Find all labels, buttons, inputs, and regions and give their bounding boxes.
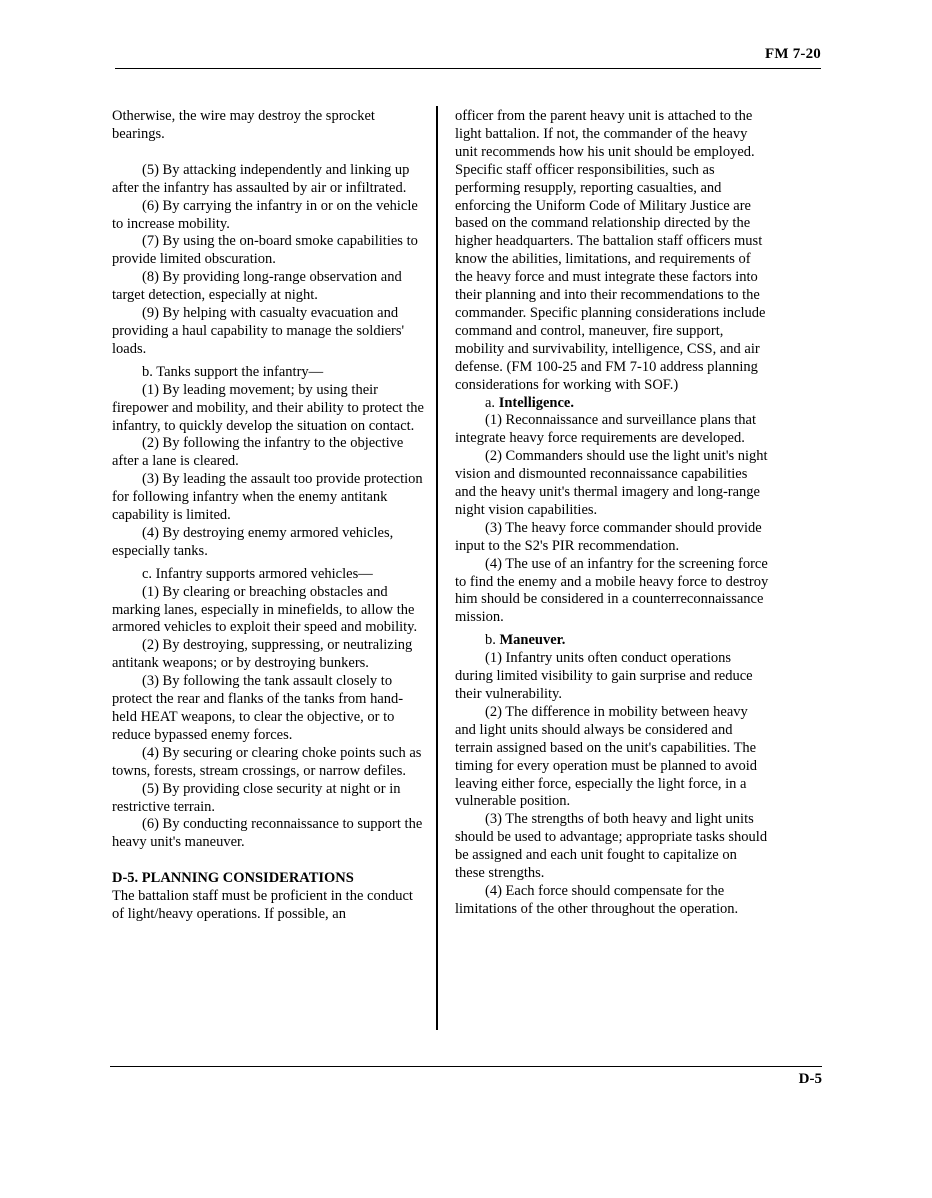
paragraph: (6) By conducting reconnaissance to support the heavy unit's maneuver. bbox=[112, 816, 423, 851]
paragraph: (1) By clearing or breaching obstacles and marking lanes, especially in minefields, to allow the armored vehicles to exploit their speed and mobility. bbox=[112, 583, 418, 636]
page-header bbox=[115, 44, 821, 69]
paragraph: (6) By carrying the infantry in or on the vehicle to increase mobility. bbox=[112, 197, 418, 232]
paragraph: (1) Reconnaissance and surveillance plans that integrate heavy force requirements are developed. bbox=[455, 412, 756, 447]
paragraph: Otherwise, the wire may destroy the sprocket bearings. bbox=[112, 108, 375, 142]
paragraph: (3) The strengths of both heavy and light units should be used to advantage; appropriate tasks should be assigned and each unit fought to capitalize on these strengths. bbox=[455, 811, 768, 882]
paragraph: (4) By securing or clearing choke points such as towns, forests, stream crossings, or narrow defiles. bbox=[112, 744, 422, 779]
paragraph: (4) By destroying enemy armored vehicles, especially tanks. bbox=[112, 524, 394, 559]
document-id: FM 7-20 bbox=[765, 46, 821, 62]
subsection-label: a. bbox=[485, 394, 499, 411]
subsection-title: Maneuver. bbox=[499, 632, 566, 649]
paragraph: (1) Infantry units often conduct operations during limited visibility to gain surprise and reduce their vulnerability. bbox=[455, 650, 753, 702]
paragraph: (2) Commanders should use the light unit's night vision and dismounted reconnaissance capabilities and the heavy unit's thermal imagery and long-range night vision capabilities. bbox=[455, 448, 768, 518]
paragraph: (3) The heavy force commander should provide input to the S2's PIR recommendation. bbox=[455, 519, 762, 554]
paragraph: (4) The use of an infantry for the screening force to find the enemy and a mobile heavy force to destroy him should be considered in a counterreconnaissance mission. bbox=[455, 555, 769, 626]
paragraph: (2) The difference in mobility between heavy and light units should always be considered and terrain assigned based on the unit's capabilities. The timing for every operation must be planned to avoid leaving either force, especially the light force, in a vulnerable position. bbox=[455, 703, 758, 810]
paragraph: The battalion staff must be proficient in the conduct of light/heavy operations. If possible, an bbox=[112, 888, 413, 923]
paragraph: (2) By destroying, suppressing, or neutralizing antitank weapons; or by destroying bunkers. bbox=[112, 637, 413, 672]
paragraph: (4) Each force should compensate for the limitations of the other throughout the operation. bbox=[455, 882, 739, 917]
section-heading: D-5. PLANNING CONSIDERATIONS bbox=[112, 870, 354, 887]
subsection-heading-intelligence bbox=[455, 395, 769, 413]
paragraph: (5) By attacking independently and linking up after the infantry has assaulted by air or infiltrated. bbox=[112, 161, 410, 196]
paragraph: (3) By following the tank assault closely to protect the rear and flanks of the tanks from hand-held HEAT weapons, to clear the objective, or to reduce bypassed enemy forces. bbox=[112, 673, 404, 743]
paragraph: (5) By providing close security at night or in restrictive terrain. bbox=[112, 780, 401, 815]
right-column bbox=[455, 108, 769, 919]
subsection-c-intro: c. Infantry supports armored vehicles— bbox=[142, 565, 373, 582]
paragraph: (3) By leading the assault too provide protection for following infantry when the enemy antitank capability is limited. bbox=[112, 471, 423, 524]
subsection-label: b. bbox=[485, 632, 500, 649]
page-number: D-5 bbox=[798, 1071, 822, 1087]
left-column bbox=[112, 108, 426, 924]
subsection-heading-maneuver bbox=[455, 632, 769, 650]
paragraph: (9) By helping with casualty evacuation and providing a haul capability to manage the soldiers' loads. bbox=[112, 305, 405, 357]
subsection-title: Intelligence. bbox=[498, 394, 574, 411]
subsection-b-intro: b. Tanks support the infantry— bbox=[142, 363, 324, 380]
paragraph: (8) By providing long-range observation and target detection, especially at night. bbox=[112, 269, 402, 304]
paragraph: (1) By leading movement; by using their firepower and mobility, and their ability to protect the infantry, to quickly develop the situation on contact. bbox=[112, 381, 424, 434]
column-divider bbox=[436, 106, 438, 1030]
paragraph: (2) By following the infantry to the objective after a lane is cleared. bbox=[112, 435, 404, 470]
paragraph: (7) By using the on-board smoke capabilities to provide limited obscuration. bbox=[112, 233, 418, 268]
paragraph: officer from the parent heavy unit is attached to the light battalion. If not, the commander of the heavy unit recommends how his unit should be employed. Specific staff officer responsibilities, such as performing resupply, reporting casualties, and enforcing the Uniform Code of Military Justice are based on the command relationship directed by the higher headquarters. The battalion staff officers must know the abilities, limitations, and requirements of the heavy force and must integrate these factors into their planning and into their recommendations to the commander. Specific planning considerations include command and control, maneuver, fire support, mobility and survivability, intelligence, CSS, and air defense. (FM 100-25 and FM 7-10 address planning considerations for working with SOF.) bbox=[455, 108, 766, 393]
page-footer bbox=[110, 1066, 822, 1087]
